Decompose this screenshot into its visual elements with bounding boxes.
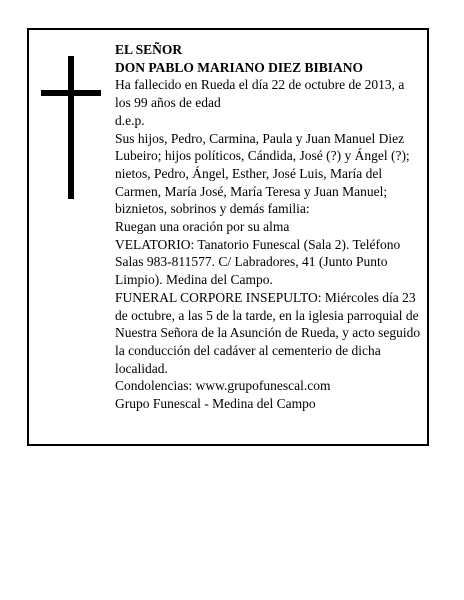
death-announcement: Ha fallecido en Rueda el día 22 de octubre de 2013, a los 99 años de edad [115, 77, 405, 111]
wake-details: VELATORIO: Tanatorio Funescal (Sala 2). Teléfono Salas 983-811577. C/ Labradores, 41 (Junto Punto Limpio). Medina del Campo. [115, 236, 401, 288]
prayer-request: Ruegan una oración por su alma [115, 219, 290, 235]
notice-title: EL SEÑOR [115, 42, 183, 57]
funeral-home-signature: Grupo Funescal - Medina del Campo [115, 396, 316, 412]
funeral-details: FUNERAL CORPORE INSEPULTO: Miércoles día 23 de octubre, a las 5 de la tarde, en la iglesia parroquial de Nuestra Señora de la Asunción de Rueda, y acto seguido la conducción del cadáver al cementerio de dicha localidad. [115, 289, 421, 376]
obituary-notice [27, 28, 429, 446]
latin-cross-icon [41, 56, 101, 199]
family-list: Sus hijos, Pedro, Carmina, Paula y Juan Manuel Diez Lubeiro; hijos políticos, Cándida, José (?) y Ángel (?); nietos, Pedro, Ángel, Esther, José Luis, María del Carmen, María José, María Teresa y Juan Manuel; biznietos, sobrinos y demás familia: [115, 130, 410, 217]
deceased-name: DON PABLO MARIANO DIEZ BIBIANO [115, 59, 364, 75]
rip-text: d.e.p. [115, 112, 145, 128]
notice-text [115, 41, 421, 413]
cross-horizontal-bar [41, 90, 101, 96]
cross-vertical-bar [68, 56, 74, 199]
condolences-line: Condolencias: www.grupofunescal.com [115, 378, 331, 394]
